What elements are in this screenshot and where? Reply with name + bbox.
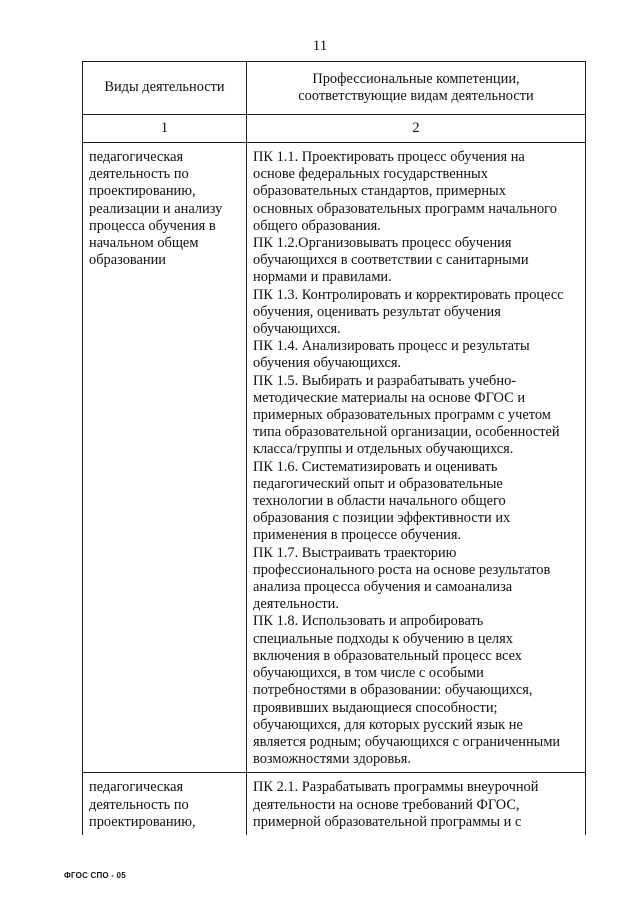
competence-line: деятельности. bbox=[253, 596, 339, 613]
competence-line: возможностями здоровья. bbox=[253, 751, 411, 768]
competence-line: включения в образовательный процесс всех bbox=[253, 647, 522, 664]
activity-line: деятельность по bbox=[89, 166, 189, 183]
competence-line: применения в процессе обучения. bbox=[253, 527, 462, 544]
competence-line: образовательных стандартов, примерных bbox=[253, 183, 506, 200]
competence-line: ПК 1.5. Выбирать и разрабатывать учебно- bbox=[253, 372, 517, 389]
competence-line: анализа процесса обучения и самоанализа bbox=[253, 579, 513, 596]
competence-line: обучения, оценивать результат обучения bbox=[253, 303, 501, 320]
column-number-1: 1 bbox=[83, 115, 247, 143]
header-competences bbox=[247, 62, 586, 115]
document-code: ФГОС СПО - 05 bbox=[64, 871, 126, 880]
competence-line: нормами и правилами. bbox=[253, 269, 392, 286]
activity-line: проектированию, bbox=[89, 813, 196, 830]
competence-line: обучающихся, в том числе с особыми bbox=[253, 665, 484, 682]
competences-cell bbox=[247, 143, 586, 773]
competence-line: ПК 1.2.Организовывать процесс обучения bbox=[253, 235, 512, 252]
competence-line: методические материалы на основе ФГОС и bbox=[253, 389, 526, 406]
column-number-2: 2 bbox=[247, 115, 586, 143]
activity-line: начальном общем bbox=[89, 235, 199, 252]
competence-line: ПК 1.1. Проектировать процесс обучения на bbox=[253, 149, 525, 165]
competence-line: обучающихся в соответствии с санитарными bbox=[253, 252, 529, 269]
table-row bbox=[83, 143, 586, 773]
header-competences-line: Профессиональные компетенции, bbox=[312, 70, 520, 87]
competence-line: ПК 1.4. Анализировать процесс и результаты bbox=[253, 338, 530, 355]
competence-line: обучающихся, для которых русский язык не bbox=[253, 716, 523, 733]
header-activity-types-label: Виды деятельности bbox=[104, 79, 225, 96]
competence-line: деятельности на основе требований ФГОС, bbox=[253, 796, 520, 813]
competence-line: основе федеральных государственных bbox=[253, 166, 488, 183]
competence-line: технологии в области начального общего bbox=[253, 493, 506, 510]
competence-line: класса/группы и отдельных обучающихся. bbox=[253, 441, 514, 458]
competence-line: педагогический опыт и образовательные bbox=[253, 475, 503, 492]
competence-line: профессионального роста на основе результатов bbox=[253, 561, 551, 578]
competence-line: специальные подходы к обучению в целях bbox=[253, 630, 513, 647]
competence-line: примерной образовательной программы и с bbox=[253, 813, 522, 830]
header-competences-line: соответствующие видам деятельности bbox=[298, 88, 534, 104]
activity-line: образовании bbox=[89, 252, 166, 269]
table-row bbox=[83, 773, 586, 835]
header-competences-label bbox=[247, 67, 585, 109]
competence-line: общего образования. bbox=[253, 217, 381, 234]
competence-line: основных образовательных программ начального bbox=[253, 200, 557, 217]
activity-line: педагогическая bbox=[89, 149, 184, 165]
header-activity-types bbox=[83, 62, 247, 115]
activity-line: педагогическая bbox=[89, 779, 184, 796]
competences-cell bbox=[247, 773, 586, 835]
page-number: 11 bbox=[312, 38, 328, 54]
competence-line: обучающихся. bbox=[253, 321, 341, 338]
competence-line: обучения обучающихся. bbox=[253, 355, 402, 372]
competence-line: ПК 1.6. Систематизировать и оценивать bbox=[253, 458, 498, 475]
activity-cell bbox=[83, 143, 247, 773]
competence-line: ПК 2.1. Разрабатывать программы внеурочной bbox=[253, 779, 539, 796]
activity-line: проектированию, bbox=[89, 183, 196, 200]
activity-line: деятельность по bbox=[89, 796, 189, 813]
table-header-row bbox=[83, 62, 586, 115]
competence-line: образования с позиции эффективности их bbox=[253, 510, 511, 527]
competence-line: ПК 1.8. Использовать и апробировать bbox=[253, 613, 484, 630]
competences-table bbox=[82, 61, 586, 835]
activity-line: процесса обучения в bbox=[89, 217, 216, 234]
competence-line: примерных образовательных программ с учетом bbox=[253, 407, 551, 424]
competence-line: является родным; обучающихся с ограниченными bbox=[253, 733, 561, 750]
competence-line: потребностями в образовании: обучающихся, bbox=[253, 682, 533, 699]
activity-line: реализации и анализу bbox=[89, 200, 223, 217]
competence-line: типа образовательной организации, особенностей bbox=[253, 424, 560, 441]
competence-line: проявивших выдающиеся способности; bbox=[253, 699, 498, 716]
competence-line: ПК 1.7. Выстраивать траекторию bbox=[253, 544, 457, 561]
activity-cell bbox=[83, 773, 247, 835]
table-number-row bbox=[83, 115, 586, 143]
competence-line: ПК 1.3. Контролировать и корректировать процесс bbox=[253, 286, 564, 303]
